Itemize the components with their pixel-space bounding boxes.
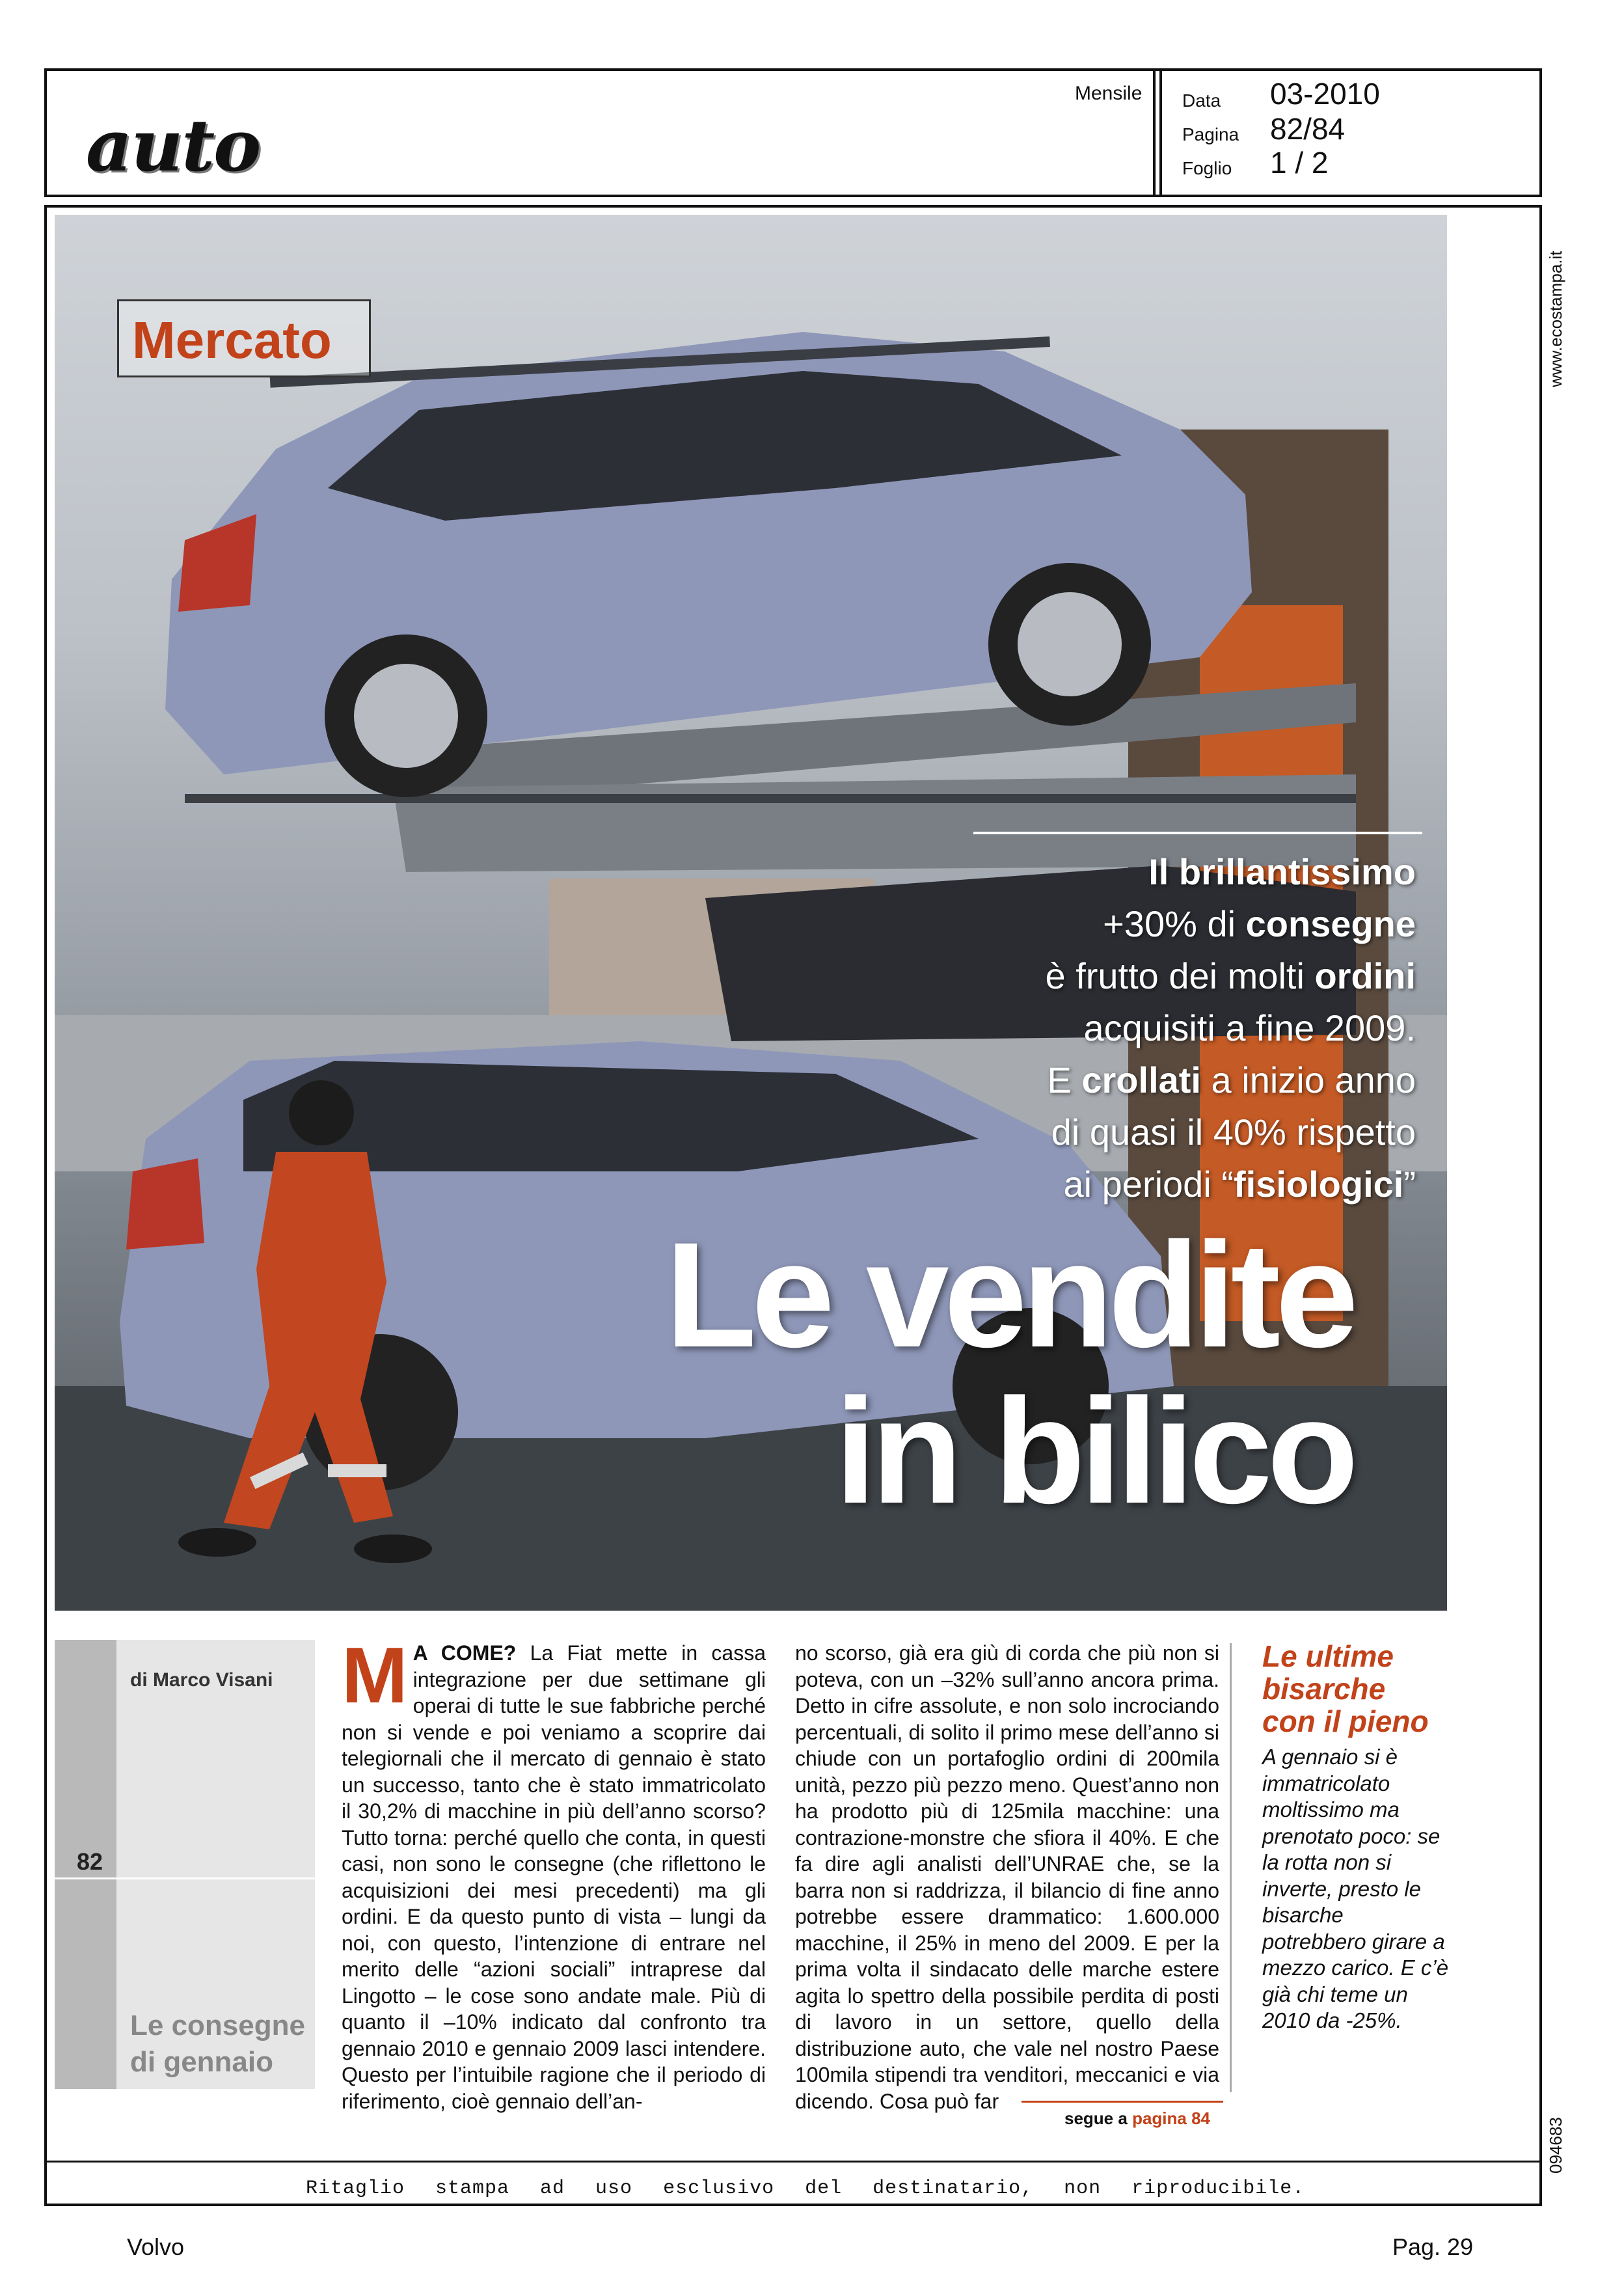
section-name-line-1: Le consegne: [130, 2010, 305, 2041]
article-lead: A COME?: [413, 1641, 517, 1665]
section-name: [130, 2008, 305, 2081]
side-url-text: www.ecostampa.it: [1546, 251, 1565, 387]
header-divider: [1153, 71, 1162, 195]
subheadline-line: Il brillantissimo: [1148, 851, 1416, 892]
footer-client: Volvo: [127, 2233, 185, 2260]
section-name-line-2: di gennaio: [130, 2046, 273, 2078]
continuation-page-link: pagina 84: [1132, 2108, 1210, 2128]
deck-beam: [185, 794, 1356, 803]
footer-page: Pag. 29: [1392, 2233, 1474, 2260]
foglio-value: 1 / 2: [1270, 146, 1329, 180]
author-byline: di Marco Visani: [130, 1669, 273, 1691]
subheadline-line: acquisiti a fine 2009.: [1083, 1007, 1416, 1048]
section-tag: Mercato: [117, 299, 371, 377]
pagina-value: 82/84: [1270, 112, 1346, 146]
magazine-logo: auto: [86, 103, 260, 187]
sidebar-box-text: A gennaio si è immatricolato moltissimo ma prenotato poco: se la rotta non si inverte, presto le bisarche potrebbero girare a mezzo carico. E c’è già chi teme un 2010 da -25%.: [1262, 1745, 1449, 2032]
side-url: [1542, 215, 1568, 390]
headline: [534, 1211, 1353, 1535]
subheadline-line: è frutto dei molti ordini: [1045, 955, 1416, 996]
upper-car-rear-rim: [354, 664, 458, 768]
subheadline: [882, 846, 1416, 1210]
logo-cell: [47, 71, 1143, 195]
article-body-1: La Fiat mette in cassa integrazione per due settimane gli operai di tutte le sue fabbriche perché non si vende e poi veniamo a scoprire dai telegiornali che il mercato di gennaio è stato un successo, tanto che è stato immatricolato il 30,2% di macchine in più dell’anno scorso? Tutto torna: perché quello che conta, in questi casi, non sono le consegne (che riflettono le acquisizioni dei mesi precedenti) ma gli ordini. E da questo punto di vista – lungi da noi, con questo, l’intenzione di entrare nel merito delle “azioni sociali” intraprese dal Lingotto – le cose sono andate male. Più di quanto il –10% indicato dal confronto tra gennaio 2010 e gennaio 2009 lasci intendere. Questo per l’intuibile ragione che il periodo di riferimento, cioè gennaio dell’an-: [342, 1641, 766, 2113]
continuation-rule: [1022, 2101, 1223, 2103]
subheadline-line: di quasi il 40% rispetto: [1051, 1112, 1416, 1153]
worker-reflective-stripe-2: [328, 1464, 386, 1477]
subheadline-line: E crollati a inizio anno: [1047, 1059, 1416, 1100]
column-rule: [1230, 1643, 1232, 2092]
upper-car-front-rim: [1018, 592, 1122, 696]
subheadline-line: ai periodi “fisiologici”: [1063, 1164, 1416, 1205]
worker-boot-right: [354, 1535, 432, 1563]
disclaimer: Ritaglio stampa ad uso esclusivo del destinatario, non riproducibile.: [306, 2177, 1305, 2200]
continuation-prefix: segue a: [1064, 2108, 1133, 2128]
headline-line-1: Le vendite: [665, 1211, 1353, 1378]
subheadline-line: +30% di consegne: [1103, 903, 1416, 944]
bottom-rule: [44, 2161, 1542, 2163]
frequency-label: Mensile: [1075, 83, 1143, 104]
worker-boot-left: [178, 1528, 256, 1557]
lower-car-taillight: [126, 1158, 204, 1249]
pagina-label: Pagina: [1182, 124, 1239, 144]
continuation-note: [1064, 2108, 1210, 2129]
article-column-2: no scorso, già era giù di corda che più non si poteva, con un –32% sull’anno ancora prima. Detto in cifre assolute, e non solo incrociando percentuali, di solito il primo mese dell’anno si chiude con un portafoglio ordini di 200mila unità, pezzo più pezzo meno. Quest’anno non ha prodotto più di 125mila macchine: una contrazione-monstre che sfiora il 40%. E che fa dire agli analisti dell’UNRAE che, se la barra non si raddrizza, il bilancio di fine anno potrebbe essere drammatico: 1.600.000 macchine, il 25% in meno del 2009. E per la prima volta il sindacato delle marche estere agita lo spettro della possibile perdita di posti di lavoro in un settore, quello della distribuzione auto, che vale nel nostro Paese 100mila stipendi tra venditori, meccanici e via dicendo. Cosa può far: [795, 1641, 1219, 2113]
worker-head: [289, 1080, 354, 1145]
subheadline-rule: [973, 832, 1422, 834]
drop-cap: M: [342, 1631, 408, 1719]
article-column-1: [342, 1631, 766, 2114]
data-value: 03-2010: [1270, 77, 1380, 111]
header-box: [44, 68, 1542, 197]
upper-car-taillight: [178, 514, 256, 612]
sidebar-box-title: Le ultime bisarche con il pieno: [1262, 1639, 1429, 1738]
side-code-text: 094683: [1546, 2117, 1565, 2174]
side-code: [1542, 2102, 1568, 2180]
foglio-label: Foglio: [1182, 158, 1232, 178]
headline-line-2: in bilico: [835, 1367, 1353, 1535]
sidebar-rule: [55, 1877, 315, 1879]
data-label: Data: [1182, 90, 1221, 111]
page-number: 82: [77, 1848, 103, 1875]
